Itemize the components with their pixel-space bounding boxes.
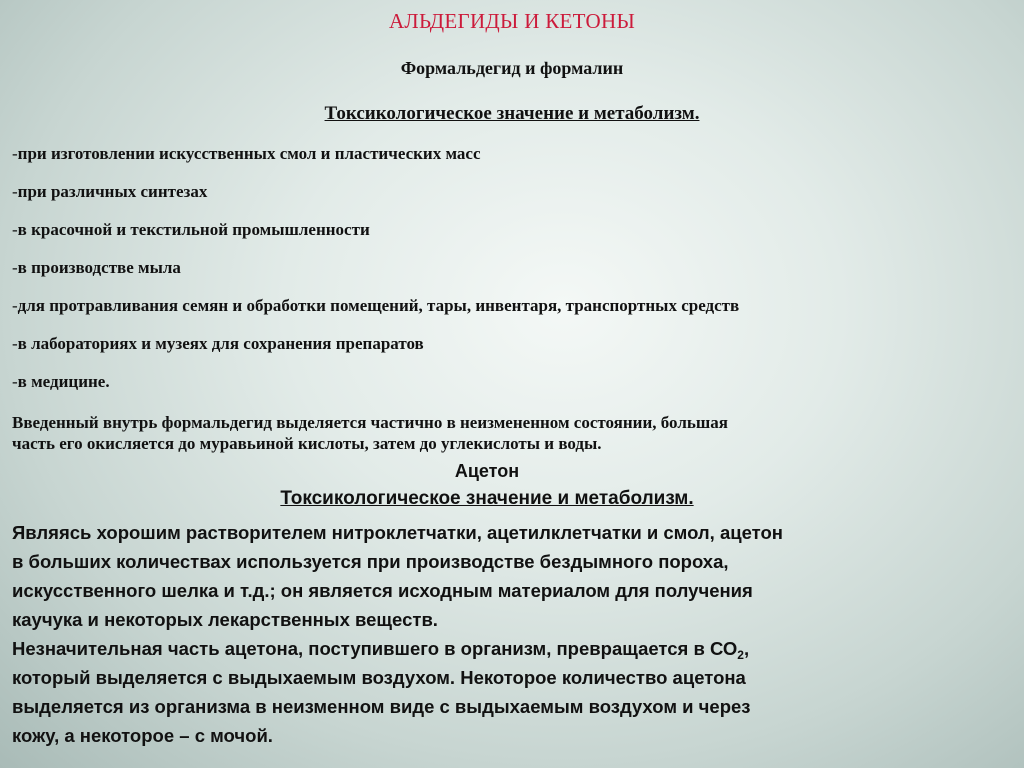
- formaldehyde-metabolism-paragraph: [12, 412, 1012, 454]
- section-heading-formaldehyde: Токсикологическое значение и метаболизм.: [324, 103, 700, 124]
- bullet-dash: -: [12, 220, 18, 239]
- bullet-dash: -: [12, 182, 18, 201]
- section-heading-acetone: Токсикологическое значение и метаболизм.: [280, 488, 694, 509]
- list-item: [12, 257, 1012, 295]
- paragraph-line: кожу, а некоторое – с мочой.: [12, 725, 273, 746]
- bullet-dash: -: [12, 144, 18, 163]
- list-item-text: в лабораториях и музеях для сохранения препаратов: [17, 334, 424, 353]
- paragraph-line: Введенный внутрь формальдегид выделяется частично в неизмененном состоянии, большая: [12, 413, 728, 432]
- list-item: [12, 371, 1012, 409]
- list-item: [12, 295, 1012, 333]
- acetone-paragraph: [12, 518, 1012, 750]
- bullet-dash: -: [12, 258, 18, 277]
- bullet-dash: -: [12, 334, 18, 353]
- paragraph-line: каучука и некоторых лекарственных веществ.: [12, 609, 438, 630]
- paragraph-line: выделяется из организма в неизменном виде с выдыхаемым воздухом и через: [12, 696, 751, 717]
- usage-list: [12, 143, 1012, 409]
- acetone-title: Ацетон: [454, 461, 520, 481]
- list-item: [12, 333, 1012, 371]
- list-item-text: при различных синтезах: [17, 182, 208, 201]
- co2-text: Незначительная часть ацетона, поступившего в организм, превращается в СО: [12, 638, 738, 659]
- paragraph-line: искусственного шелка и т.д.; он является исходным материалом для получения: [12, 580, 753, 601]
- list-item-text: в медицине.: [17, 372, 110, 391]
- list-item-text: в красочной и текстильной промышленности: [17, 220, 370, 239]
- paragraph-line: который выделяется с выдыхаемым воздухом. Некоторое количество ацетона: [12, 667, 746, 688]
- co2-subscript: 2: [737, 648, 744, 662]
- paragraph-line-co2: [12, 634, 1012, 663]
- bullet-dash: -: [12, 372, 18, 391]
- slide-title: АЛЬДЕГИДЫ И КЕТОНЫ: [388, 9, 636, 33]
- paragraph-line: Являясь хорошим растворителем нитроклетчатки, ацетилклетчатки и смол, ацетон: [12, 522, 783, 543]
- paragraph-line: часть его окисляется до муравьиной кислоты, затем до углекислоты и воды.: [12, 434, 602, 453]
- co2-tail: ,: [743, 638, 750, 659]
- list-item: [12, 181, 1012, 219]
- list-item-text: для протравливания семян и обработки помещений, тары, инвентаря, транспортных средств: [17, 296, 740, 315]
- list-item: [12, 143, 1012, 181]
- bullet-dash: -: [12, 296, 18, 315]
- list-item-text: при изготовлении искусственных смол и пластических масс: [17, 144, 481, 163]
- list-item-text: в производстве мыла: [17, 258, 181, 277]
- slide-subtitle: Формальдегид и формалин: [400, 58, 624, 78]
- list-item: [12, 219, 1012, 257]
- paragraph-line: в больших количествах используется при производстве бездымного пороха,: [12, 551, 729, 572]
